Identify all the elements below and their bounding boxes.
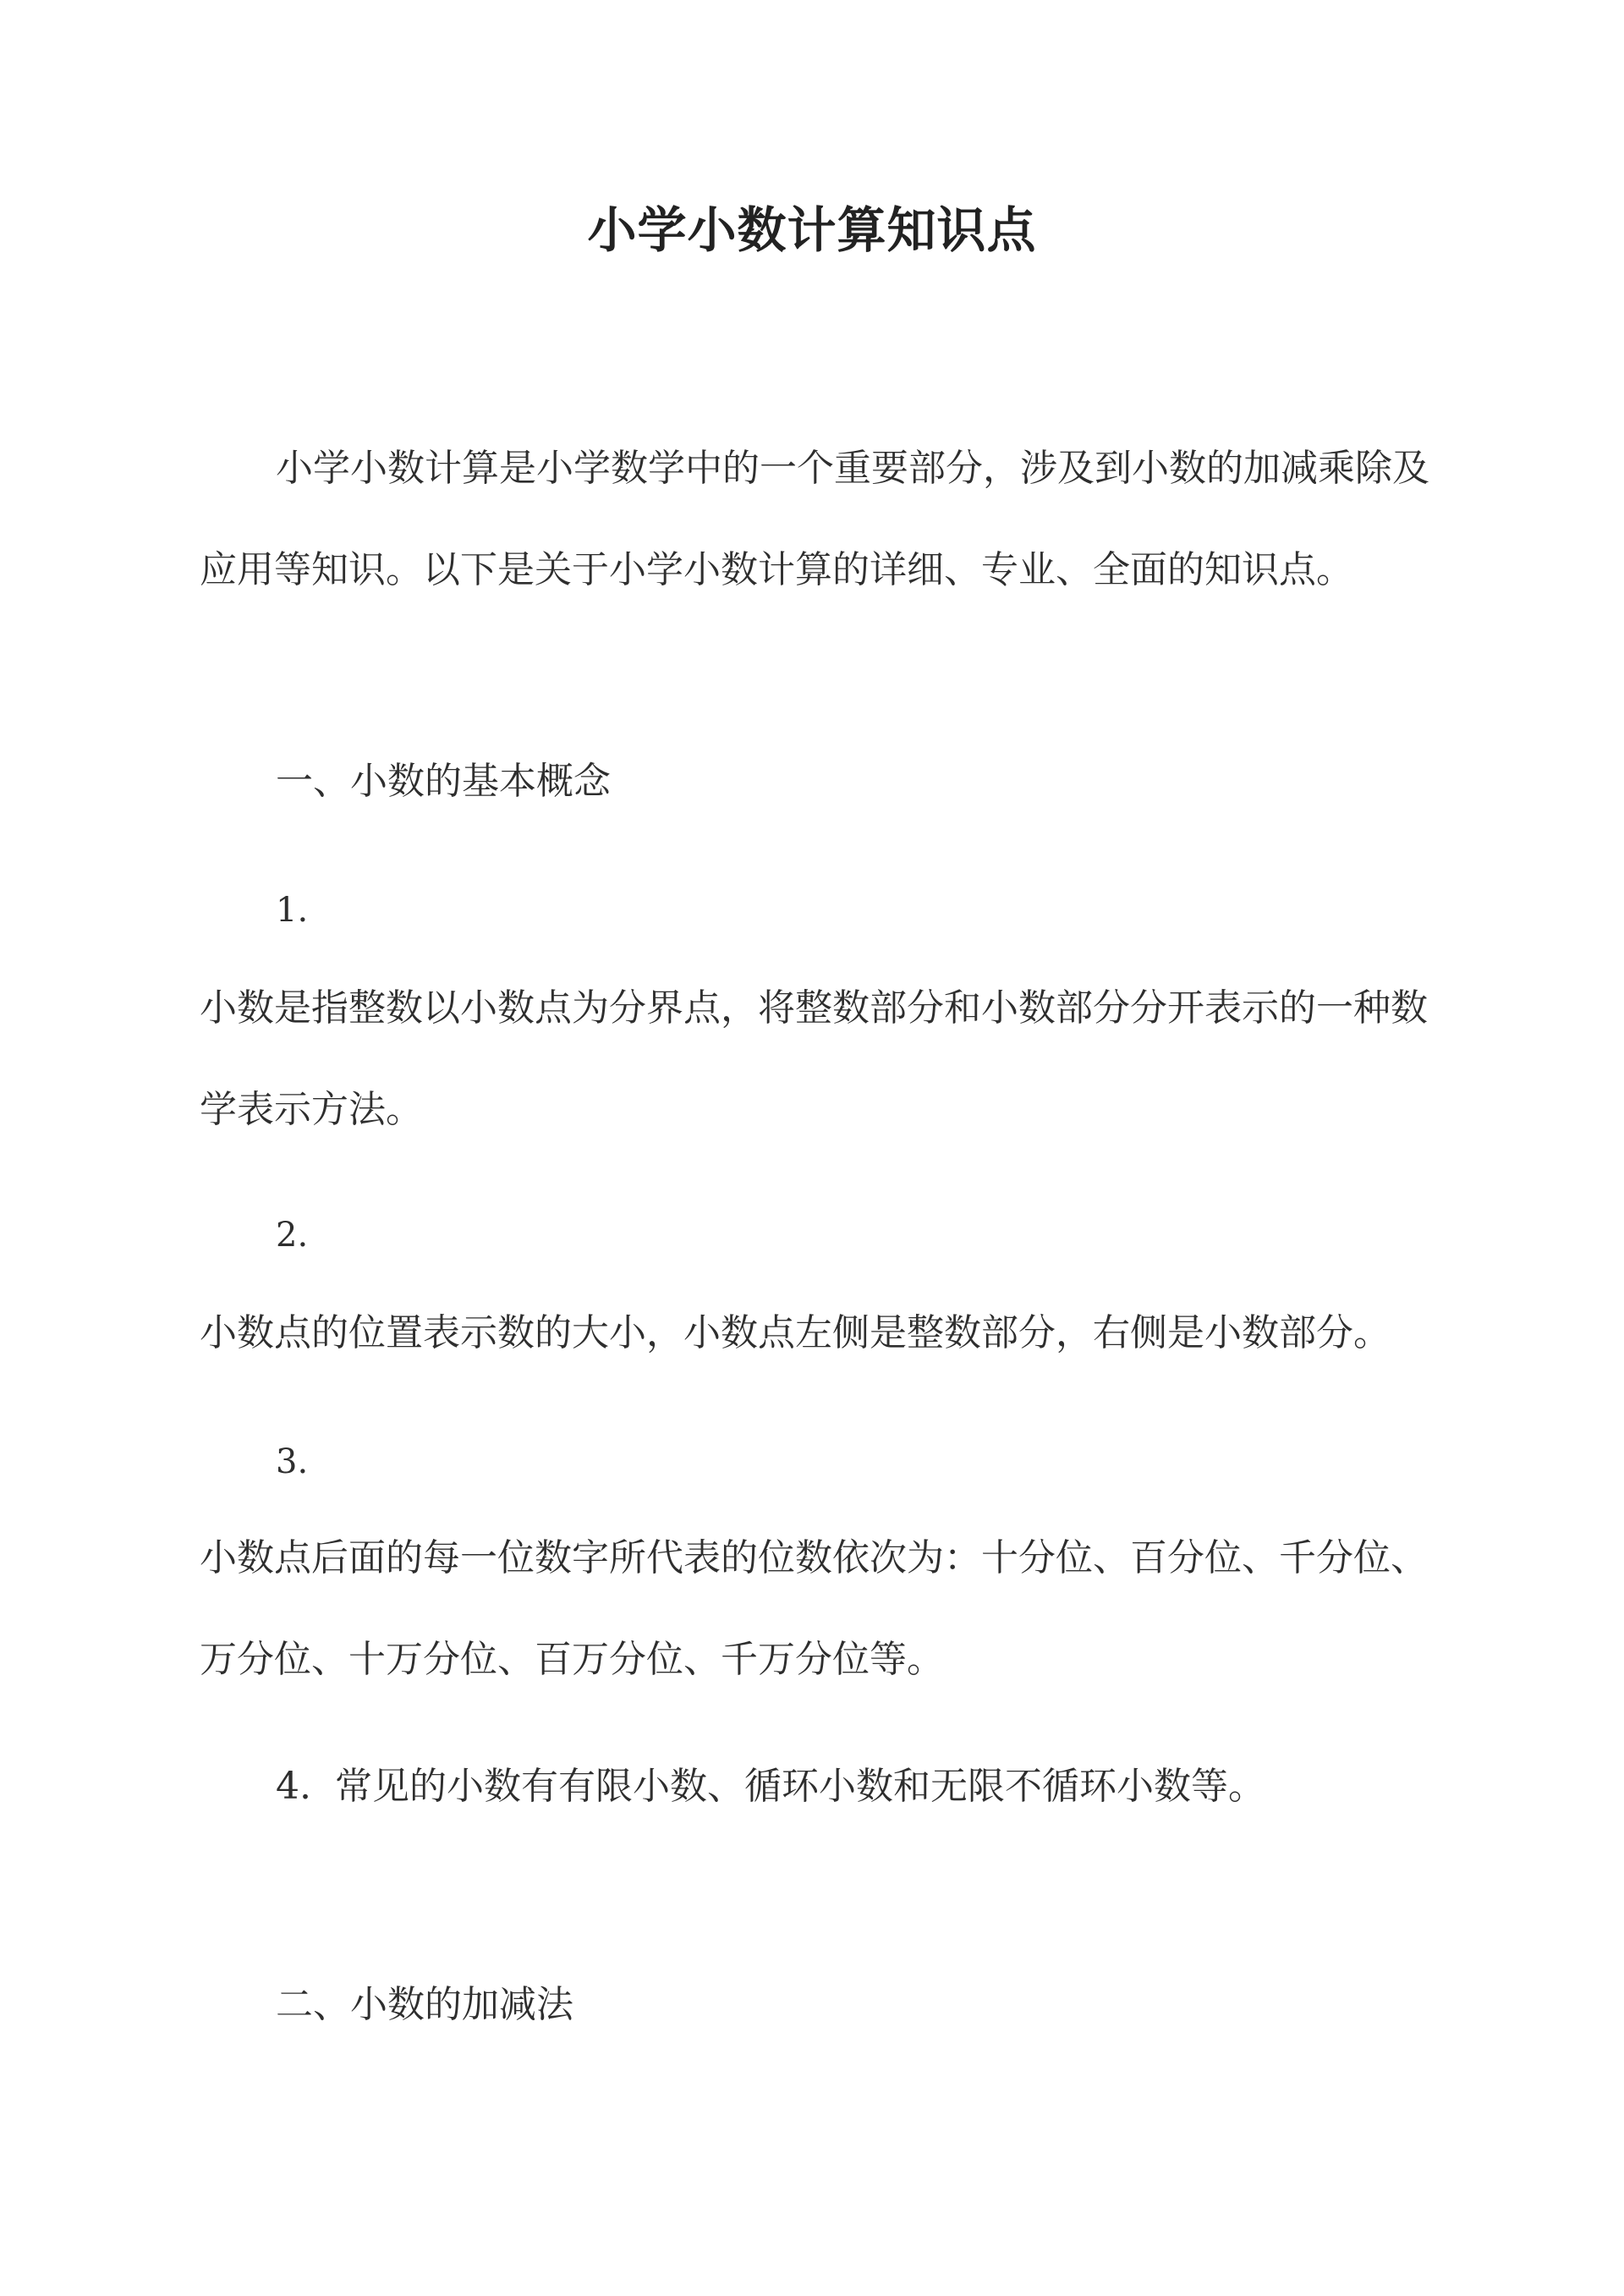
item-text-2: 小数点的位置表示数的大小，小数点左侧是整数部分，右侧是小数部分。 — [200, 1311, 1391, 1354]
item-number-3: 3. — [276, 1442, 309, 1481]
item-4 — [200, 1736, 1435, 1837]
section-heading-addition-subtraction: 二、小数的加减法 — [276, 1983, 573, 2026]
document-title: 小学小数计算知识点 — [587, 201, 1037, 259]
item-text-4: 常见的小数有有限小数、循环小数和无限不循环小数等。 — [334, 1765, 1265, 1808]
item-number-4: 4. — [276, 1765, 311, 1808]
item-number-2: 2. — [276, 1216, 309, 1255]
item-number-1: 1. — [276, 891, 309, 930]
item-text-1: 小数是指整数以小数点为分界点，将整数部分和小数部分分开表示的一种数学表示方法。 — [200, 986, 1428, 1131]
section-heading-basic-concepts: 一、小数的基本概念 — [276, 760, 611, 803]
item-text-3: 小数点后面的每一位数字所代表的位数依次为：十分位、百分位、千分位、万分位、十万分位、百万分位、千万分位等。 — [200, 1536, 1428, 1681]
intro-paragraph: 小学小数计算是小学数学中的一个重要部分，涉及到小数的加减乘除及应用等知识。以下是关于小学小数计算的详细、专业、全面的知识点。 — [200, 447, 1429, 591]
